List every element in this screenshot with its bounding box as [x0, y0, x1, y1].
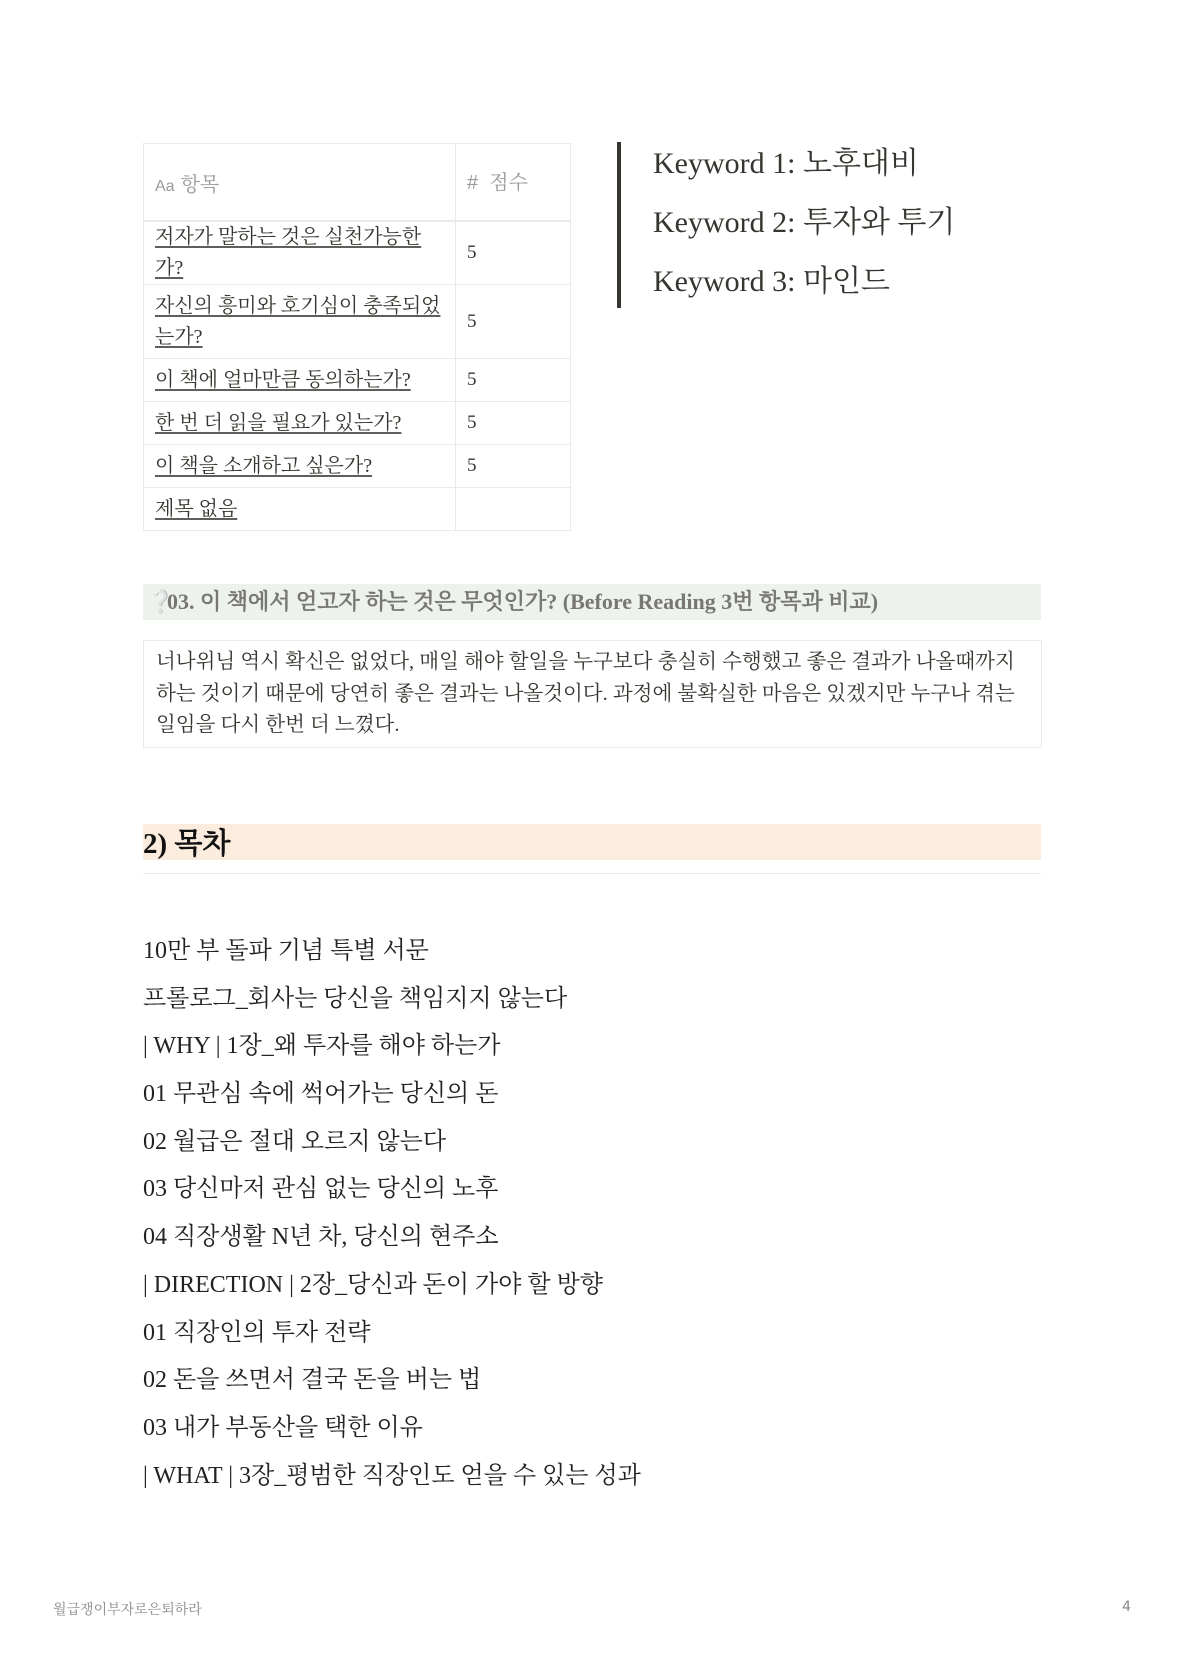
text-property-icon: Aa	[155, 177, 175, 195]
table-row	[144, 402, 571, 445]
toc-item: 01 직장인의 투자 전략	[143, 1319, 371, 1346]
table-row	[144, 359, 571, 402]
toc-item: | WHAT | 3장_평범한 직장인도 얻을 수 있는 성과	[143, 1462, 641, 1489]
score-cell[interactable]: 5	[456, 359, 571, 402]
item-cell[interactable]: 이 책에 얼마만큼 동의하는가?	[144, 359, 456, 402]
toc-item: 프롤로그_회사는 당신을 책임지지 않는다	[143, 985, 568, 1012]
table-of-contents	[143, 927, 1043, 1499]
score-table	[143, 143, 571, 531]
keyword-line: Keyword 3: 마인드	[653, 265, 890, 298]
section-divider	[143, 873, 1041, 874]
toc-item: | DIRECTION | 2장_당신과 돈이 가야 할 방향	[143, 1271, 603, 1298]
question-heading	[143, 584, 1041, 620]
table-row	[144, 445, 571, 488]
toc-item: 01 무관심 속에 썩어가는 당신의 돈	[143, 1081, 499, 1108]
question-mark-icon: ❔	[147, 590, 175, 615]
toc-item: | WHY | 1장_왜 투자를 해야 하는가	[143, 1033, 501, 1060]
number-property-icon: #	[467, 172, 479, 194]
score-cell[interactable]: 5	[456, 445, 571, 488]
score-cell[interactable]: 5	[456, 221, 571, 285]
item-header-label: 항목	[180, 173, 220, 196]
toc-item: 02 월급은 절대 오르지 않는다	[143, 1128, 447, 1155]
question-text: 03. 이 책에서 얻고자 하는 것은 무엇인가? (Before Reading 3번 항목과 비교)	[167, 589, 879, 614]
toc-item: 10만 부 돌파 기념 특별 서문	[143, 938, 429, 964]
toc-item: 02 돈을 쓰면서 결국 돈을 버는 법	[143, 1367, 482, 1394]
score-cell[interactable]: 5	[456, 285, 571, 359]
keyword-line: Keyword 1: 노후대비	[653, 147, 919, 180]
keyword-line: Keyword 2: 투자와 투기	[653, 206, 956, 239]
table-row	[144, 285, 571, 359]
section-heading: 2) 목차	[143, 824, 1041, 860]
item-cell[interactable]: 이 책을 소개하고 싶은가?	[144, 445, 456, 488]
footer-doc-title: 월급쟁이부자로은퇴하라	[53, 1602, 202, 1618]
toc-item: 03 당신마저 관심 없는 당신의 노후	[143, 1176, 499, 1203]
toc-item: 03 내가 부동산을 택한 이유	[143, 1414, 423, 1441]
answer-box: 너나위님 역시 확신은 없었다, 매일 해야 할일을 누구보다 충실히 수행했고 좋은 결과가 나올때까지 하는 것이기 때문에 당연히 좋은 결과는 나올것이다. 과정에 불확실한 마음은 있겠지만 누구나 겪는 일임을 다시 한번 더 느꼈다.	[143, 640, 1042, 748]
toc-item: 04 직장생활 N년 차, 당신의 현주소	[143, 1224, 499, 1251]
score-cell[interactable]: 5	[456, 402, 571, 445]
table-row	[144, 221, 571, 285]
score-header-label: 점수	[489, 172, 528, 194]
item-cell[interactable]: 한 번 더 읽을 필요가 있는가?	[144, 402, 456, 445]
item-cell[interactable]: 저자가 말하는 것은 실천가능한가?	[144, 221, 456, 285]
table-header-row	[144, 144, 571, 222]
item-cell[interactable]: 제목 없음	[144, 488, 456, 531]
score-column-header[interactable]	[456, 144, 571, 222]
table-row	[144, 488, 571, 531]
item-cell[interactable]: 자신의 흥미와 호기심이 충족되었는가?	[144, 285, 456, 359]
score-cell[interactable]	[456, 488, 571, 531]
keywords-quote	[617, 142, 1073, 308]
item-column-header[interactable]	[144, 144, 456, 222]
footer-page-number: 4	[1122, 1599, 1131, 1615]
